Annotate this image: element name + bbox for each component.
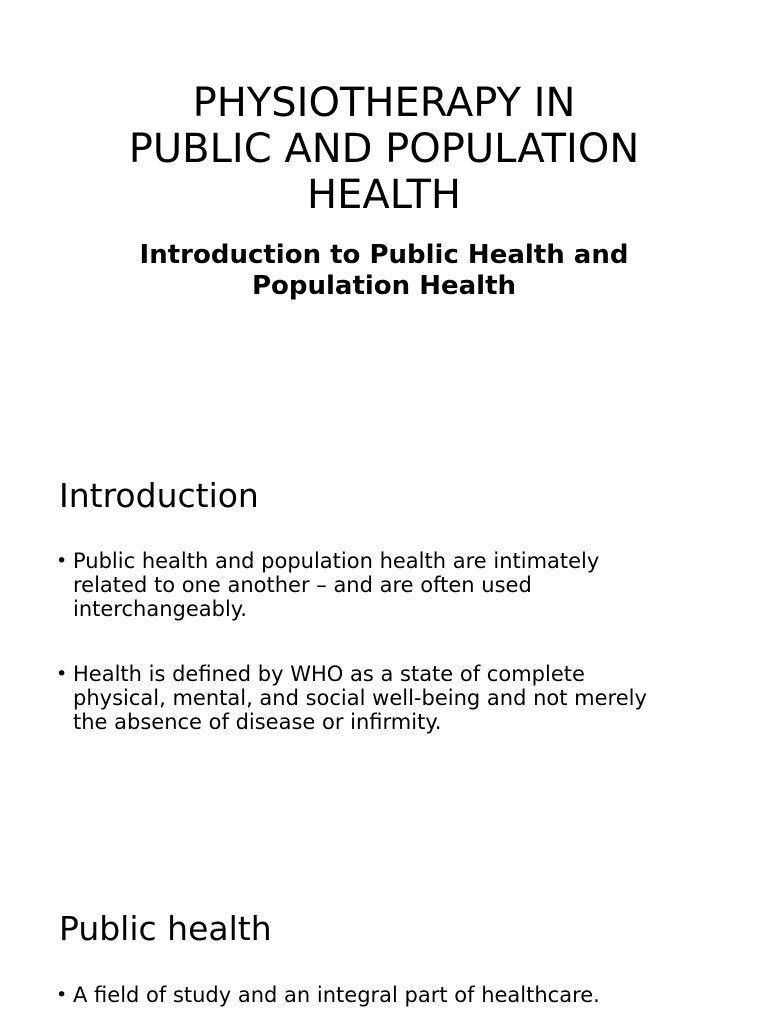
bullet-line: interchangeably. [73, 597, 247, 621]
bullet-line: Health is defined by WHO as a state of complete [73, 662, 585, 686]
slide-heading: Public health [59, 909, 272, 948]
subtitle-line: Introduction to Public Health and [139, 240, 629, 270]
bullet-line: physical, mental, and social well-being and not merely [73, 686, 647, 710]
bullet-text [73, 662, 716, 734]
public-health-slide [0, 864, 768, 1024]
bullet-line: the absence of disease or infirmity. [73, 710, 442, 734]
title-line: PUBLIC AND POPULATION [128, 126, 640, 172]
bullet-icon: • [56, 984, 68, 1006]
slide-heading: Introduction [59, 476, 259, 515]
bullet-item [56, 662, 716, 734]
title-slide [0, 0, 768, 432]
bullet-icon: • [56, 550, 68, 572]
bullet-line: Public health and population health are intimately [73, 549, 600, 573]
introduction-slide [0, 432, 768, 864]
bullet-item [56, 549, 716, 621]
bullet-item [56, 983, 716, 1007]
subtitle-line: Population Health [251, 271, 517, 301]
bullet-list [56, 549, 716, 734]
presentation-subtitle [0, 240, 768, 302]
title-line: PHYSIOTHERAPY IN [192, 80, 576, 126]
presentation-title [0, 80, 768, 218]
title-line: HEALTH [306, 172, 461, 218]
bullet-text [73, 983, 716, 1007]
bullet-text [73, 549, 716, 621]
bullet-line: related to one another – and are often used [73, 573, 532, 597]
bullet-icon: • [56, 663, 68, 685]
bullet-list [56, 983, 716, 1007]
bullet-line: A field of study and an integral part of healthcare. [73, 983, 600, 1007]
